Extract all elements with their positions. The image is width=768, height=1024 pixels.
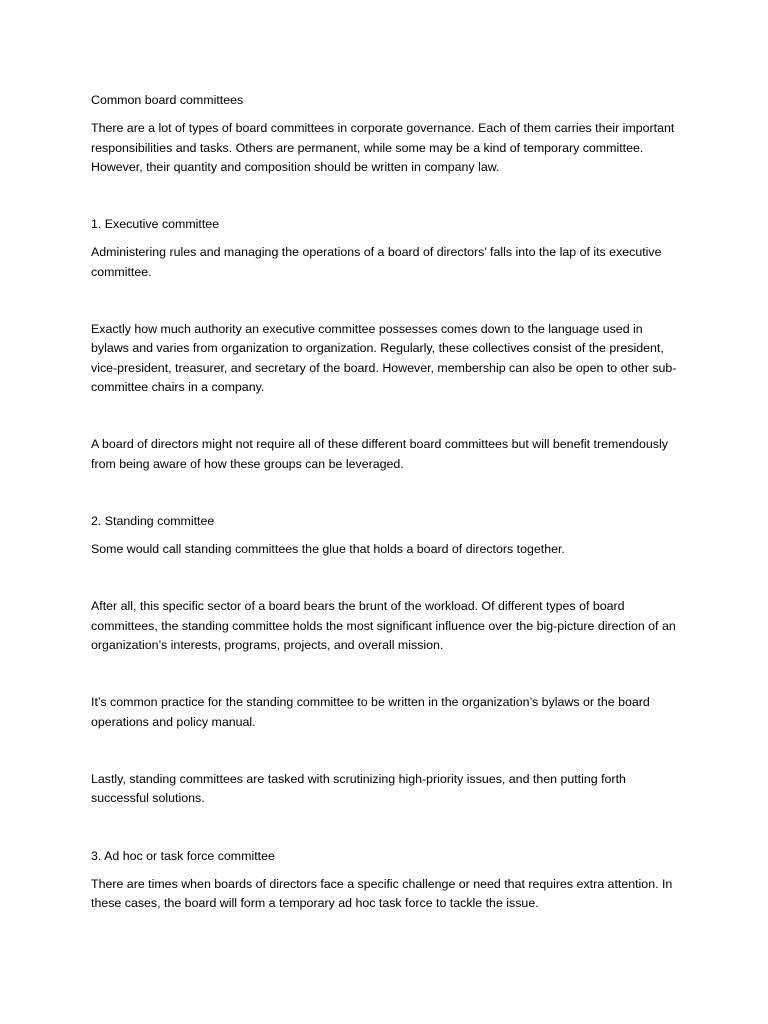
document-title: Common board committees <box>91 93 244 107</box>
document-body <box>91 91 683 922</box>
paragraph: Lastly, standing committees are tasked with scrutinizing high-priority issues, and then putting forth successful solutions. <box>91 771 626 806</box>
section-heading-ad-hoc: 3. Ad hoc or task force committee <box>91 848 275 863</box>
paragraph: Administering rules and managing the operations of a board of directors’ falls into the lap of its executive committee. <box>91 245 662 279</box>
section-heading-standing: 2. Standing committee <box>91 513 215 528</box>
paragraph: Some would call standing committees the glue that holds a board of directors together. <box>91 542 565 557</box>
paragraph: A board of directors might not require all of these different board committees but will benefit tremendously from being aware of how these groups can be leveraged. <box>91 437 668 471</box>
section-heading-executive: 1. Executive committee <box>91 217 220 232</box>
intro-paragraph: There are a lot of types of board committees in corporate governance. Each of them carries their important responsibilities and tasks. Others are permanent, while some may be a kind of temporary committee. However, their quantity and composition should be written in company law. <box>91 121 675 174</box>
paragraph: It’s common practice for the standing committee to be written in the organization’s bylaws or the board operations and policy manual. <box>91 695 650 729</box>
paragraph: After all, this specific sector of a board bears the brunt of the workload. Of different types of board committees, the standing committee holds the most significant influence over the big-picture direction of an organization’s interests, programs, projects, and overall mission. <box>91 599 676 653</box>
paragraph: There are times when boards of directors face a specific challenge or need that requires extra attention. In these cases, the board will form a temporary ad hoc task force to tackle the issue. <box>91 876 673 911</box>
paragraph: Exactly how much authority an executive committee possesses comes down to the language used in bylaws and varies from organization to organization. Regularly, these collectives consist of the president, vice-president, treasurer, and secretary of the board. However, membership can also be open to other sub-committee chairs in a company. <box>91 322 677 394</box>
